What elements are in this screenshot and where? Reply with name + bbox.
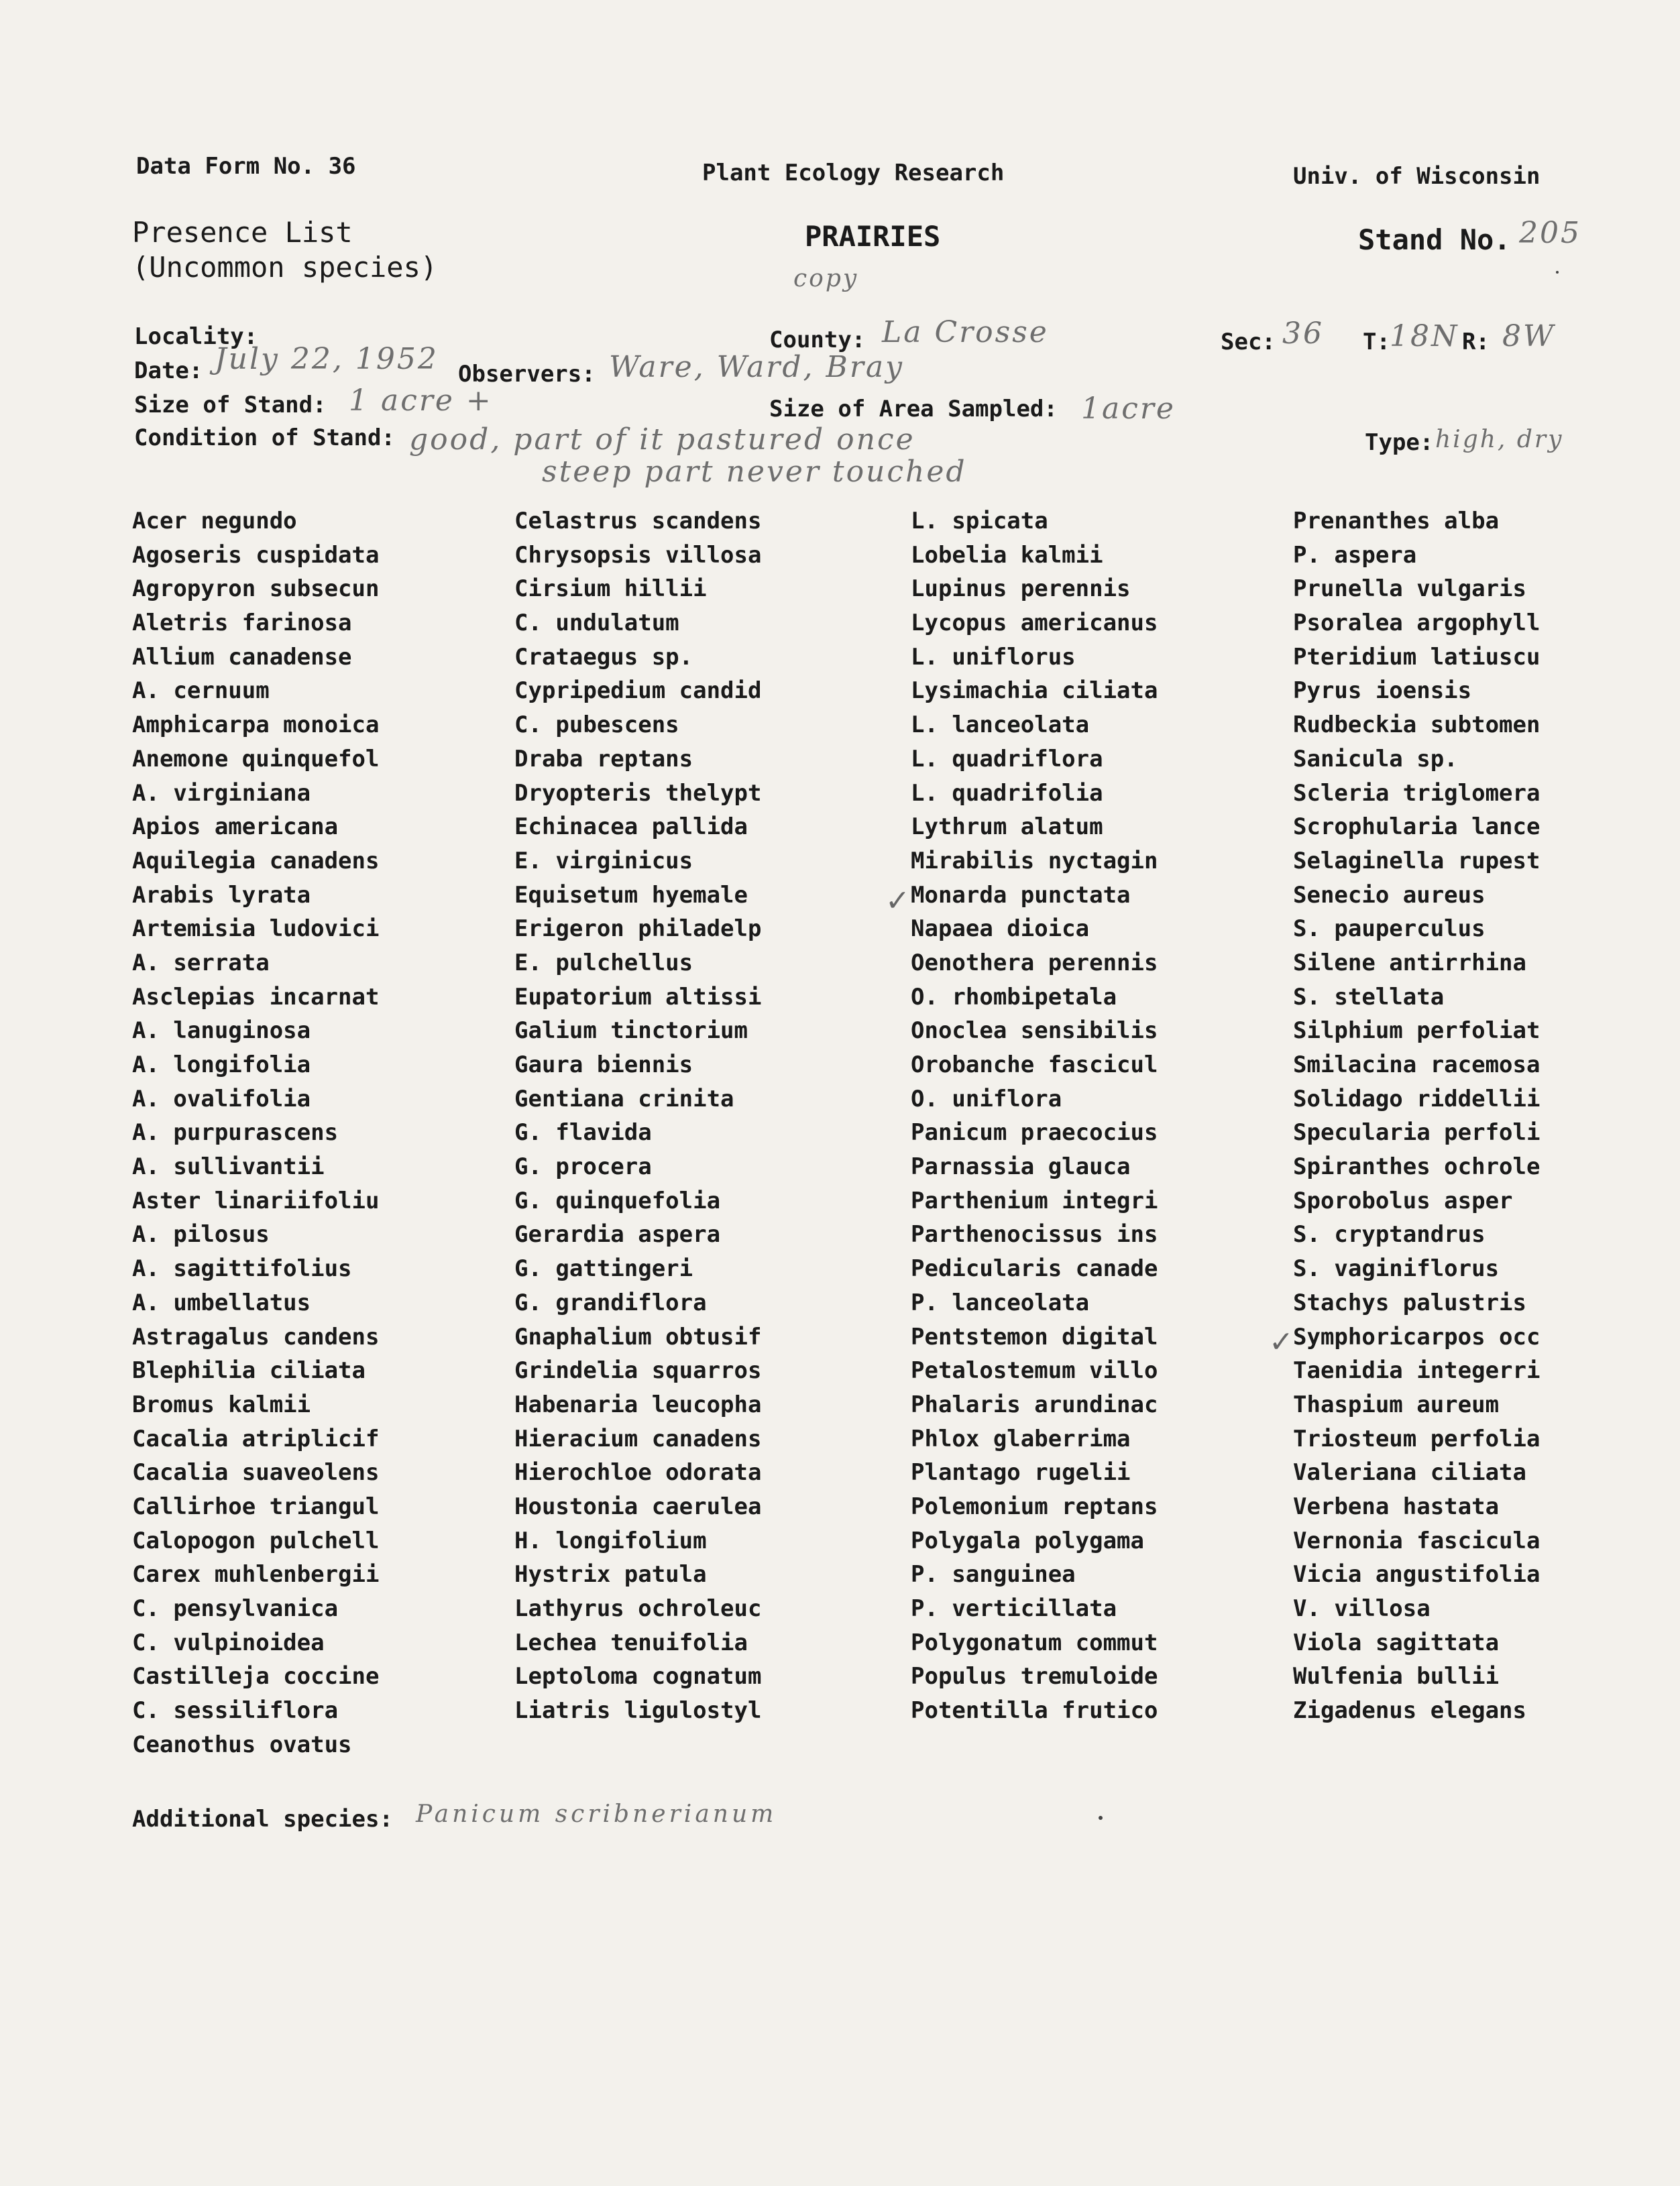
range-label: R: xyxy=(1462,329,1490,355)
species-item: O. rhombipetala xyxy=(911,983,1117,1011)
species-item: Leptoloma cognatum xyxy=(514,1663,762,1690)
list-subtitle: (Uncommon species) xyxy=(132,251,438,284)
category-title: PRAIRIES xyxy=(805,220,941,253)
sec-label: Sec: xyxy=(1221,329,1276,355)
species-item: H. longifolium xyxy=(514,1527,707,1554)
species-item: E. pulchellus xyxy=(514,949,693,976)
species-item: Lupinus perennis xyxy=(911,575,1131,603)
range-value: 8W xyxy=(1502,319,1556,353)
species-item: Solidago riddellii xyxy=(1293,1085,1541,1112)
species-item: Plantago rugelii xyxy=(911,1459,1131,1487)
date-value: July 22, 1952 xyxy=(215,342,439,376)
species-item: Hieracium canadens xyxy=(514,1425,762,1452)
species-item: Pteridium latiuscu xyxy=(1293,643,1541,671)
species-item: Polemonium reptans xyxy=(911,1493,1158,1520)
species-item: Agropyron subsecun xyxy=(132,575,380,603)
species-item: Polygonatum commut xyxy=(911,1629,1158,1656)
species-item: Chrysopsis villosa xyxy=(514,541,762,569)
species-item: Echinacea pallida xyxy=(514,813,748,841)
species-item: Silphium perfoliat xyxy=(1293,1017,1541,1045)
species-item: Houstonia caerulea xyxy=(514,1493,762,1520)
species-item: Selaginella rupest xyxy=(1293,847,1541,874)
species-item: Parthenium integri xyxy=(911,1187,1158,1214)
species-item: Allium canadense xyxy=(132,643,352,671)
species-item: A. sagittifolius xyxy=(132,1255,352,1283)
size-of-stand-label: Size of Stand: xyxy=(134,392,327,418)
species-item: Lechea tenuifolia xyxy=(514,1629,748,1656)
observers-value: Ware, Ward, Bray xyxy=(609,350,904,384)
species-item: Vicia angustifolia xyxy=(1293,1561,1541,1589)
check-mark-icon: ✓ xyxy=(1269,1325,1294,1359)
species-item: Eupatorium altissi xyxy=(514,983,762,1011)
species-item: Specularia perfoli xyxy=(1293,1119,1541,1147)
species-item: Cacalia suaveolens xyxy=(132,1459,380,1487)
township-value: 18N xyxy=(1390,319,1459,353)
list-title: Presence List xyxy=(132,216,353,249)
species-item: Grindelia squarros xyxy=(514,1357,762,1385)
species-item: A. purpurascens xyxy=(132,1119,339,1147)
species-item: Lythrum alatum xyxy=(911,813,1103,841)
species-item: Gnaphalium obtusif xyxy=(514,1323,762,1350)
species-item: A. serrata xyxy=(132,949,270,976)
species-item: Gaura biennis xyxy=(514,1051,693,1078)
species-item: P. lanceolata xyxy=(911,1289,1090,1316)
condition-value-line2: steep part never touched xyxy=(542,455,967,489)
species-item: L. spicata xyxy=(911,508,1048,534)
species-item: Gentiana crinita xyxy=(514,1085,734,1112)
species-item: Asclepias incarnat xyxy=(132,983,380,1011)
species-item: Parnassia glauca xyxy=(911,1153,1131,1181)
species-item: Lathyrus ochroleuc xyxy=(514,1595,762,1622)
species-column-2 xyxy=(514,504,903,1728)
university: Univ. of Wisconsin xyxy=(1293,163,1541,190)
species-item: Scleria triglomera xyxy=(1293,779,1541,807)
species-item: Pedicularis canade xyxy=(911,1255,1158,1283)
stray-mark xyxy=(1099,1816,1103,1820)
species-column-4 xyxy=(1293,504,1680,1728)
species-item: Rudbeckia subtomen xyxy=(1293,711,1541,739)
species-item: A. ovalifolia xyxy=(132,1085,311,1112)
species-item: A. virginiana xyxy=(132,779,311,807)
species-item: Potentilla frutico xyxy=(911,1697,1158,1725)
species-item: L. uniflorus xyxy=(911,643,1076,671)
species-item: Symphoricarpos occ xyxy=(1293,1323,1541,1350)
species-item: Monarda punctata xyxy=(911,881,1131,909)
species-item: Carex muhlenbergii xyxy=(132,1561,380,1589)
condition-label: Condition of Stand: xyxy=(134,424,395,451)
county-label: County: xyxy=(769,327,866,353)
species-item: S. stellata xyxy=(1293,983,1445,1011)
species-item: Phlox glaberrima xyxy=(911,1425,1131,1452)
stand-number-value: 205 xyxy=(1519,216,1581,250)
size-of-stand-value: 1 acre + xyxy=(349,384,493,418)
species-item: Galium tinctorium xyxy=(514,1017,748,1045)
species-item: Hystrix patula xyxy=(514,1561,707,1589)
species-item: Spiranthes ochrole xyxy=(1293,1153,1541,1181)
species-item: Zigadenus elegans xyxy=(1293,1697,1526,1725)
species-item: Gerardia aspera xyxy=(514,1221,721,1249)
species-item: Smilacina racemosa xyxy=(1293,1051,1541,1078)
species-item: Habenaria leucopha xyxy=(514,1391,762,1418)
species-item: C. pensylvanica xyxy=(132,1595,339,1622)
species-item: Lycopus americanus xyxy=(911,610,1158,637)
species-item: Polygala polygama xyxy=(911,1527,1144,1554)
species-item: G. flavida xyxy=(514,1119,652,1147)
species-item: Aletris farinosa xyxy=(132,610,352,637)
species-item: Cypripedium candid xyxy=(514,677,762,705)
species-item: A. umbellatus xyxy=(132,1289,311,1316)
species-item: S. pauperculus xyxy=(1293,915,1486,943)
township-label: T: xyxy=(1363,329,1390,355)
species-item: A. sullivantii xyxy=(132,1153,325,1181)
species-item: Prunella vulgaris xyxy=(1293,575,1526,603)
species-item: Panicum praecocius xyxy=(911,1119,1158,1147)
species-item: Viola sagittata xyxy=(1293,1629,1500,1656)
species-item: O. uniflora xyxy=(911,1085,1062,1112)
species-item: S. cryptandrus xyxy=(1293,1221,1486,1249)
species-item: Draba reptans xyxy=(514,745,693,772)
species-item: G. grandiflora xyxy=(514,1289,707,1316)
species-item: P. verticillata xyxy=(911,1595,1117,1622)
species-item: Hierochloe odorata xyxy=(514,1459,762,1487)
species-item: Aster linariifoliu xyxy=(132,1187,380,1214)
species-item: Equisetum hyemale xyxy=(514,881,748,909)
species-item: Psoralea argophyll xyxy=(1293,610,1541,637)
species-item: E. virginicus xyxy=(514,847,693,874)
size-of-area-label: Size of Area Sampled: xyxy=(769,396,1058,422)
species-item: Dryopteris thelypt xyxy=(514,779,762,807)
sec-value: 36 xyxy=(1282,317,1324,351)
species-item: Pentstemon digital xyxy=(911,1323,1158,1350)
species-item: G. gattingeri xyxy=(514,1255,693,1283)
species-item: Petalostemum villo xyxy=(911,1357,1158,1385)
species-item: Liatris ligulostyl xyxy=(514,1697,762,1725)
species-item: Verbena hastata xyxy=(1293,1493,1500,1520)
species-item: A. longifolia xyxy=(132,1051,311,1078)
species-item: Arabis lyrata xyxy=(132,881,311,909)
species-item: Onoclea sensibilis xyxy=(911,1017,1158,1045)
species-item: P. aspera xyxy=(1293,541,1417,569)
species-item: Sporobolus asper xyxy=(1293,1187,1513,1214)
species-item: Calopogon pulchell xyxy=(132,1527,380,1554)
condition-value-line1: good, part of it pastured once xyxy=(409,422,915,457)
species-item: Parthenocissus ins xyxy=(911,1221,1158,1249)
species-item: Amphicarpa monoica xyxy=(132,711,380,739)
additional-species-value: Panicum scribnerianum xyxy=(416,1800,777,1828)
stray-mark xyxy=(1556,271,1559,274)
species-item: Thaspium aureum xyxy=(1293,1391,1500,1418)
species-item: A. pilosus xyxy=(132,1221,270,1249)
species-column-1 xyxy=(132,504,521,1762)
species-item: G. procera xyxy=(514,1153,652,1181)
species-item: Apios americana xyxy=(132,813,339,841)
species-item: V. villosa xyxy=(1293,1595,1431,1622)
species-item: Mirabilis nyctagin xyxy=(911,847,1158,874)
species-item: Pyrus ioensis xyxy=(1293,677,1472,705)
species-item: C. undulatum xyxy=(514,610,679,637)
species-item: Scrophularia lance xyxy=(1293,813,1541,841)
species-item: Phalaris arundinac xyxy=(911,1391,1158,1418)
species-item: Populus tremuloide xyxy=(911,1663,1158,1690)
species-item: Lobelia kalmii xyxy=(911,541,1103,569)
species-item: Celastrus scandens xyxy=(514,508,762,534)
species-item: Vernonia fascicula xyxy=(1293,1527,1541,1554)
species-item: Taenidia integerri xyxy=(1293,1357,1541,1385)
additional-species-label: Additional species: xyxy=(132,1806,393,1833)
species-item: Bromus kalmii xyxy=(132,1391,311,1418)
stand-number-label: Stand No. xyxy=(1358,223,1511,256)
species-item: Stachys palustris xyxy=(1293,1289,1526,1316)
species-item: C. pubescens xyxy=(514,711,679,739)
species-item: C. vulpinoidea xyxy=(132,1629,325,1656)
species-item: Astragalus candens xyxy=(132,1323,380,1350)
check-mark-icon: ✓ xyxy=(885,884,910,918)
species-item: Cacalia atriplicif xyxy=(132,1425,380,1452)
species-item: Napaea dioica xyxy=(911,915,1090,943)
species-item: Triosteum perfolia xyxy=(1293,1425,1541,1452)
species-item: Anemone quinquefol xyxy=(132,745,380,772)
species-item: S. vaginiflorus xyxy=(1293,1255,1500,1283)
species-item: Sanicula sp. xyxy=(1293,745,1458,772)
species-item: Ceanothus ovatus xyxy=(132,1731,352,1758)
species-item: Senecio aureus xyxy=(1293,881,1486,909)
species-item: C. sessiliflora xyxy=(132,1697,339,1725)
date-label: Date: xyxy=(134,357,203,384)
locality-label: Locality: xyxy=(134,323,258,350)
species-item: Cirsium hillii xyxy=(514,575,707,603)
species-item: Aquilegia canadens xyxy=(132,847,380,874)
species-item: Erigeron philadelp xyxy=(514,915,762,943)
species-item: Valeriana ciliata xyxy=(1293,1459,1526,1487)
organization: Plant Ecology Research xyxy=(702,160,1005,186)
type-label: Type: xyxy=(1365,429,1434,456)
type-value: high, dry xyxy=(1435,426,1564,453)
species-item: Lysimachia ciliata xyxy=(911,677,1158,705)
size-of-area-value: 1acre xyxy=(1081,392,1176,426)
species-item: Agoseris cuspidata xyxy=(132,541,380,569)
species-item: P. sanguinea xyxy=(911,1561,1076,1589)
species-item: L. quadriflora xyxy=(911,745,1103,772)
species-item: Silene antirrhina xyxy=(1293,949,1526,976)
species-item: A. cernuum xyxy=(132,677,270,705)
species-item: Oenothera perennis xyxy=(911,949,1158,976)
species-item: Orobanche fascicul xyxy=(911,1051,1158,1078)
form-number: Data Form No. 36 xyxy=(136,153,356,180)
species-item: L. quadrifolia xyxy=(911,779,1103,807)
species-item: L. lanceolata xyxy=(911,711,1090,739)
species-item: Blephilia ciliata xyxy=(132,1357,366,1385)
species-item: Callirhoe triangul xyxy=(132,1493,380,1520)
species-item: Prenanthes alba xyxy=(1293,508,1500,534)
species-column-3 xyxy=(911,504,1300,1728)
species-item: G. quinquefolia xyxy=(514,1187,721,1214)
species-item: Wulfenia bullii xyxy=(1293,1663,1500,1690)
species-item: Castilleja coccine xyxy=(132,1663,380,1690)
species-item: A. lanuginosa xyxy=(132,1017,311,1045)
species-item: Acer negundo xyxy=(132,508,297,534)
species-item: Artemisia ludovici xyxy=(132,915,380,943)
copy-note: copy xyxy=(793,265,859,292)
species-item: Crataegus sp. xyxy=(514,643,693,671)
county-value: La Crosse xyxy=(882,315,1049,349)
observers-label: Observers: xyxy=(458,361,596,388)
